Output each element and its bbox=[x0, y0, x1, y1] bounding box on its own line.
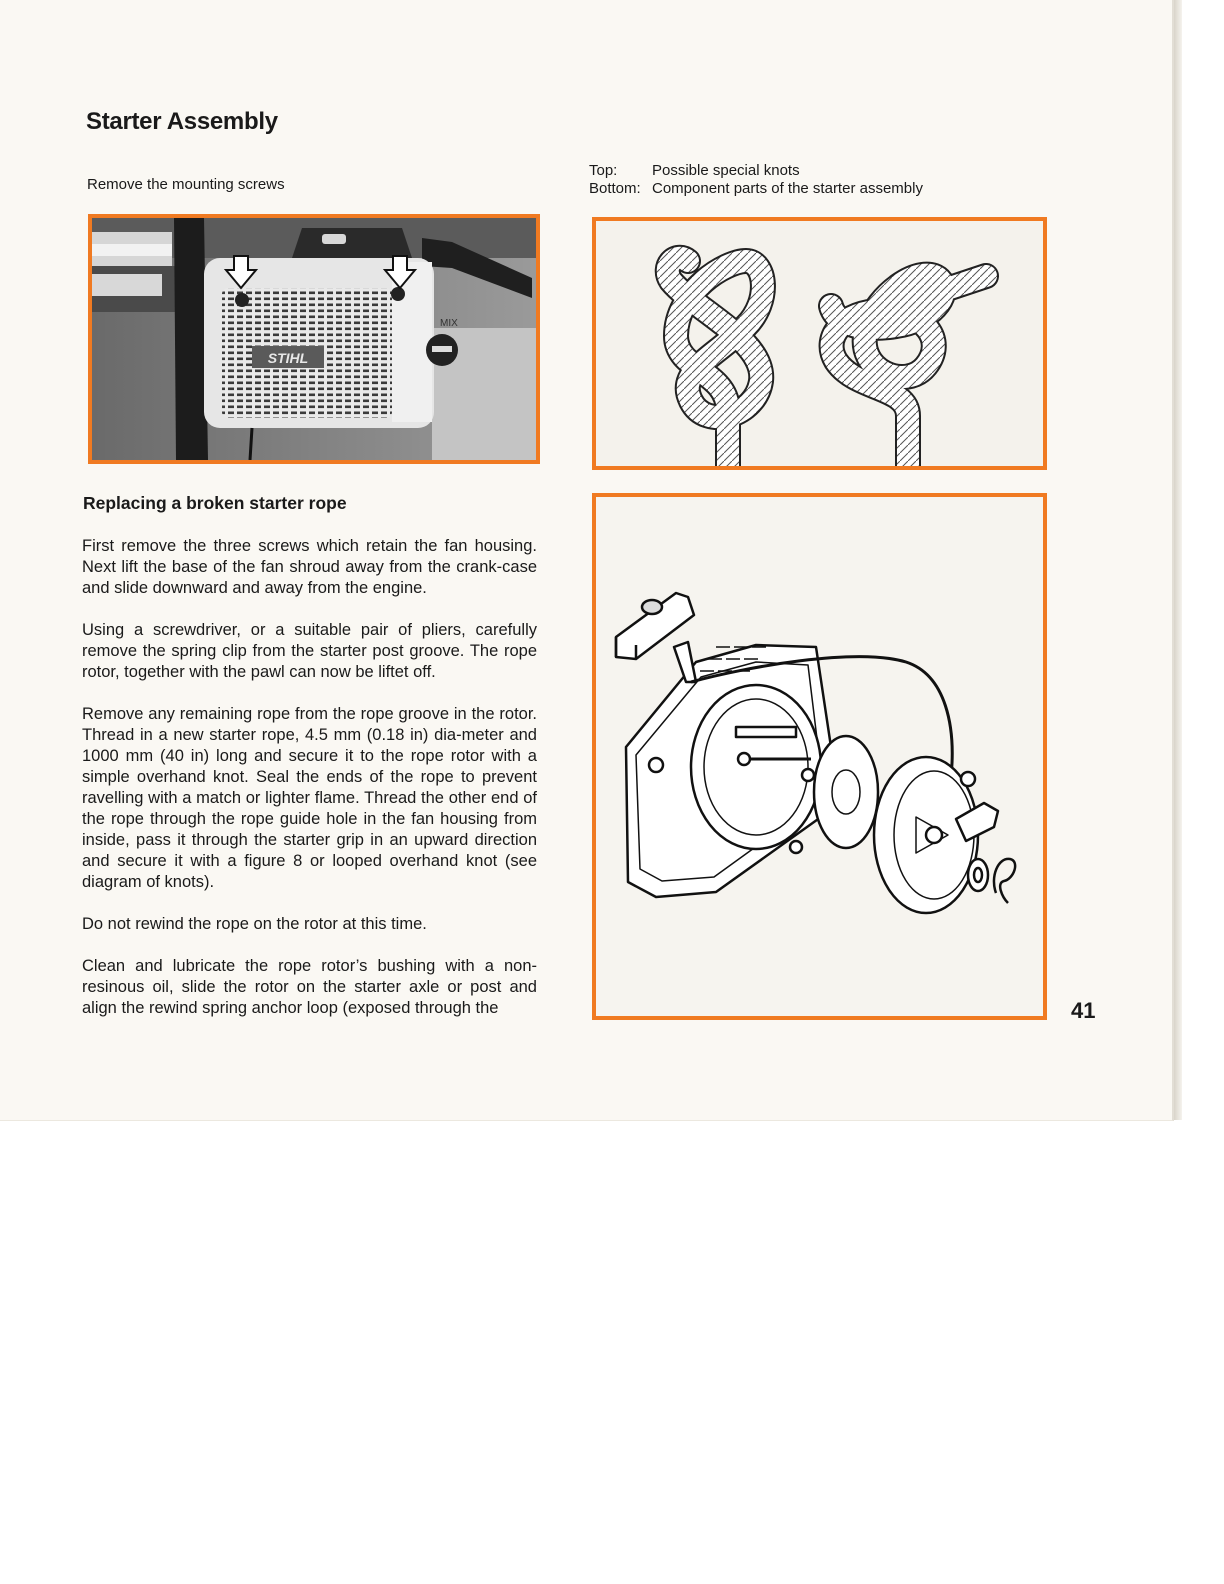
page-number: 41 bbox=[1071, 998, 1096, 1023]
paragraph: Clean and lubricate the rope rotor’s bushing with a non-resinous oil, slide the rotor on the starter axle or post and align the rewind spring anchor loop (exposed through the bbox=[82, 957, 537, 1017]
knots-illustration-frame bbox=[592, 217, 1047, 470]
washer bbox=[968, 859, 988, 891]
screw-right bbox=[391, 287, 405, 301]
figure-caption bbox=[589, 162, 923, 198]
spring-clip bbox=[994, 859, 1015, 903]
photo-caption: Remove the mounting screws bbox=[87, 176, 285, 193]
caption-row-bottom bbox=[589, 180, 923, 198]
paragraph: Using a screwdriver, or a suitable pair of pliers, carefully remove the spring clip from the starter post groove. The rope rotor, together with the pawl can now be liftet off. bbox=[82, 621, 537, 681]
paragraph: Do not rewind the rope on the rotor at this time. bbox=[82, 915, 427, 933]
knots-illustration bbox=[596, 221, 1043, 466]
page-edge bbox=[1174, 0, 1182, 1120]
caption-top-label: Top: bbox=[589, 162, 618, 179]
screw-left bbox=[235, 293, 249, 307]
chainsaw-photo bbox=[92, 218, 536, 460]
chainsaw-photo-frame bbox=[88, 214, 540, 464]
page-title: Starter Assembly bbox=[86, 108, 278, 135]
caption-bottom-text: Component parts of the starter assembly bbox=[652, 180, 923, 197]
paragraph: Remove any remaining rope from the rope groove in the rotor. Thread in a new starter rope, 4.5 mm (0.18 in) dia-meter and 1000 mm (40 in) long and secure it to the rope rotor with a simple overhand knot. Seal the ends of the rope to prevent ravelling with a match or lighter flame. Thread the other end of the rope through the rope guide hole in the fan housing from inside, pass it through the starter grip in an upward direction and secure it with a figure 8 or looped overhand knot (see diagram of knots). bbox=[82, 705, 537, 891]
caption-row-top bbox=[589, 162, 923, 180]
starter-parts-illustration bbox=[596, 497, 1043, 1016]
paragraph: First remove the three screws which retain the fan housing. Next lift the base of the fan shroud away from the crank-case and slide downward and away from the engine. bbox=[82, 537, 537, 597]
rewind-spring bbox=[814, 736, 878, 848]
caption-bottom-label: Bottom: bbox=[589, 180, 641, 197]
starter-parts-illustration-frame bbox=[592, 493, 1047, 1020]
looped-overhand-knot bbox=[831, 275, 986, 466]
mix-label: MIX bbox=[440, 318, 458, 329]
body-text bbox=[82, 536, 537, 1019]
section-heading: Replacing a broken starter rope bbox=[83, 493, 347, 513]
figure-eight-knot bbox=[668, 258, 763, 466]
stihl-logo: STIHL bbox=[267, 350, 309, 366]
caption-top-text: Possible special knots bbox=[652, 162, 800, 179]
